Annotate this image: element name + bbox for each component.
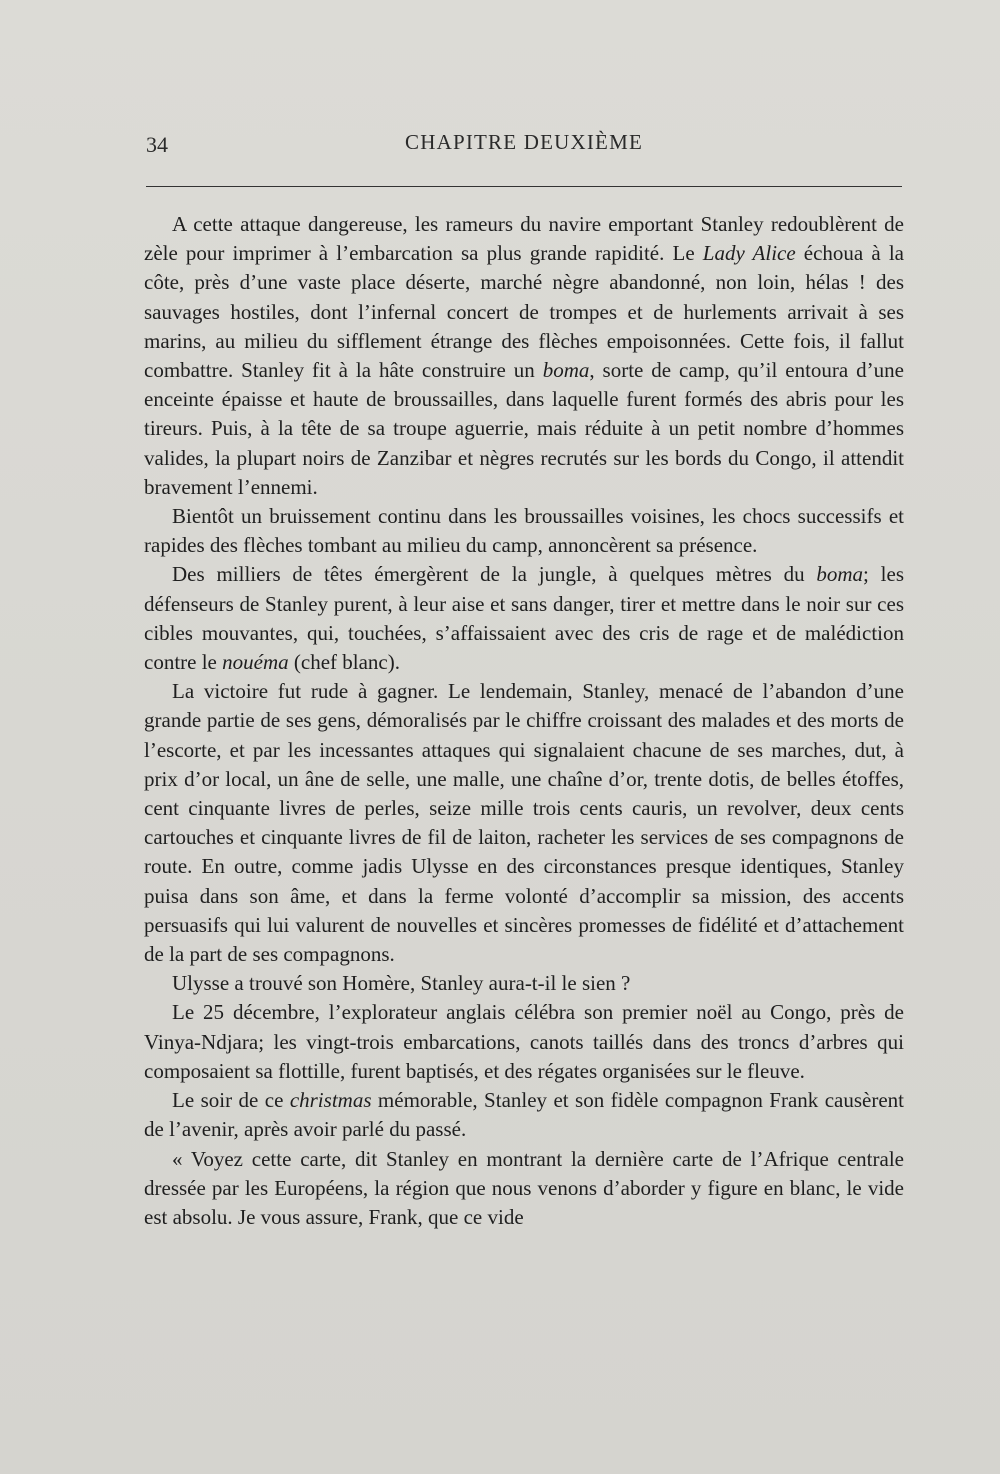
running-title: CHAPITRE DEUXIÈME <box>405 130 643 154</box>
paragraph: A cette attaque dangereuse, les rameurs du navire emportant Stanley redoublèrent de zèle pour imprimer à l’embarcation sa plus grande rapidité. Le Lady Alice échoua à la côte, près d’une vaste place déserte, marché nègre abandonné, non loin, hélas ! des sauvages hostiles, dont l’infernal concert de trompes et de hurlements arrivait à ses marins, au milieu du sifflement étrange des flèches empoisonnées. Cette fois, il fallut combattre. Stanley fit à la hâte construire un boma, sorte de camp, qu’il entoura d’une enceinte épaisse et haute de broussailles, dans laquelle furent formés des abris pour les tireurs. Puis, à la tête de sa troupe aguerrie, mais réduite à un petit nombre d’hommes valides, la plupart noirs de Zanzibar et nègres recrutés sur les bords du Congo, il attendit bravement l’ennemi. <box>144 212 904 499</box>
body-text <box>144 210 904 1232</box>
paragraph: La victoire fut rude à gagner. Le lendemain, Stanley, menacé de l’abandon d’une grande partie de ses gens, démoralisés par le chiffre croissant des malades et des morts de l’escorte, et par les incessantes attaques qui signalaient chacune de ses marches, dut, à prix d’or local, un âne de selle, une malle, une chaîne d’or, trente dotis, de belles étoffes, cent cinquante livres de perles, seize mille trois cents cauris, un revolver, deux cents cartouches et cinquante livres de fil de laiton, racheter les services de ses compagnons de route. En outre, comme jadis Ulysse en des circonstances presque identiques, Stanley puisa dans son âme, et dans la ferme volonté d’accomplir sa mission, des accents persuasifs qui lui valurent de nouvelles et sincères promesses de fidélité et d’attachement de la part de ses compagnons. <box>144 679 904 967</box>
header-rule <box>146 186 902 187</box>
paragraph: Le 25 décembre, l’explorateur anglais célébra son premier noël au Congo, près de Vinya-Ndjara; les vingt-trois embarcations, canots taillés dans des troncs d’arbres qui composaient sa flottille, furent baptisés, et des régates organisées sur le fleuve. <box>144 1000 904 1083</box>
paragraph: « Voyez cette carte, dit Stanley en montrant la dernière carte de l’Afrique centrale dressée par les Européens, la région que nous venons d’aborder y figure en blanc, le vide est absolu. Je vous assure, Frank, que ce vide <box>144 1146 904 1229</box>
page-header <box>146 128 902 168</box>
paragraph: Des milliers de têtes émergèrent de la jungle, à quelques mètres du boma; les défenseurs de Stanley purent, à leur aise et sans danger, tirer et mettre dans le noir sur ces cibles mouvantes, qui, touchées, s’affaissaient avec des cris de rage et de malédiction contre le nouéma (chef blanc). <box>144 562 905 675</box>
paragraph: Ulysse a trouvé son Homère, Stanley aura-t-il le sien ? <box>172 971 631 996</box>
page-number: 34 <box>146 132 168 157</box>
paragraph: Le soir de ce christmas mémorable, Stanley et son fidèle compagnon Frank causèrent de l’avenir, après avoir parlé du passé. <box>144 1088 904 1142</box>
paragraph: Bientôt un bruissement continu dans les broussailles voisines, les chocs successifs et rapides des flèches tombant au milieu du camp, annoncèrent sa présence. <box>144 504 904 558</box>
